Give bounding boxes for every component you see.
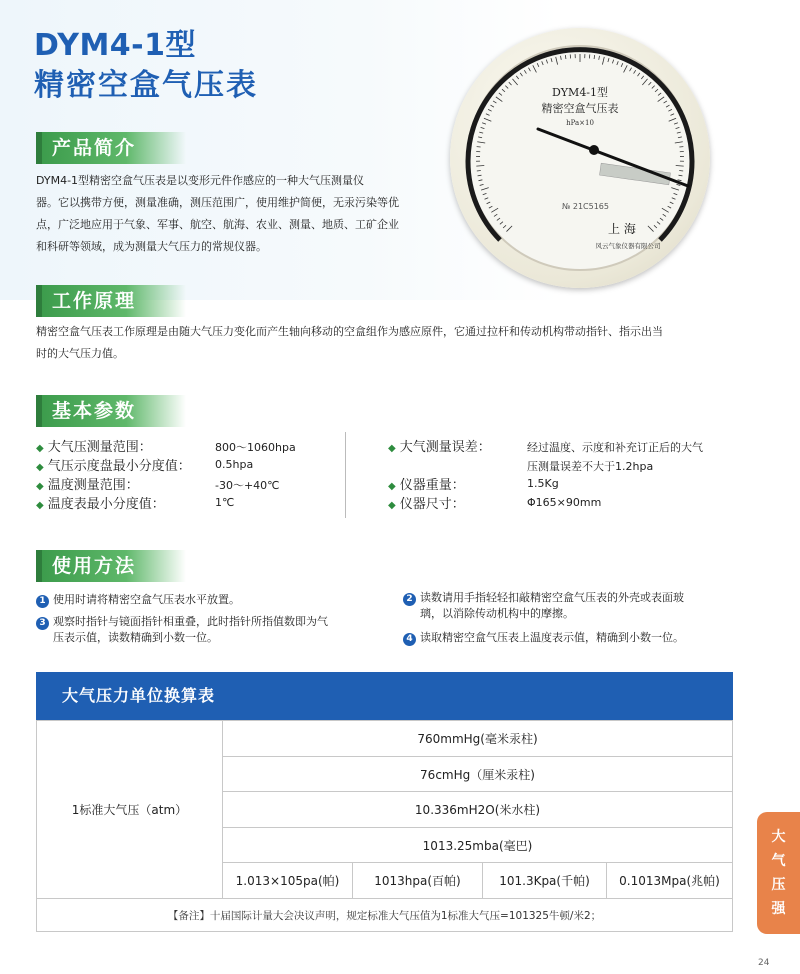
step-number-icon: 4	[403, 633, 416, 646]
param-value: 800～1060hpa	[215, 441, 296, 454]
table-cell: 101.3Kpa(千帕)	[483, 863, 607, 899]
step-number-icon: 3	[36, 617, 49, 630]
param-value: 1.5Kg	[527, 477, 559, 490]
gauge-city: 上 海	[608, 222, 636, 236]
param-value: 0.5hpa	[215, 458, 254, 471]
step-number-icon: 2	[403, 593, 416, 606]
table-cell: 760mmHg(毫米汞柱)	[223, 721, 732, 757]
table-cell: 1013hpa(百帕)	[353, 863, 483, 899]
gauge-unit-text: hPa×10	[566, 119, 594, 127]
table-title: 大气压力单位换算表	[36, 672, 733, 720]
param-item: ◆ 温度表最小分度值：	[36, 497, 165, 512]
param-value: 压测量误差不大于1.2hpa	[527, 460, 654, 473]
principle-heading: 工作原理	[36, 285, 186, 317]
side-category-tab: 大 气 压 强	[757, 812, 800, 934]
param-item: ◆ 仪器重量：	[388, 478, 465, 493]
table-cell: 76cmHg（厘米汞柱)	[223, 757, 732, 792]
params-heading: 基本参数	[36, 395, 186, 427]
param-item: ◆ 仪器尺寸：	[388, 497, 465, 512]
param-item: ◆ 大气压测量范围：	[36, 440, 152, 455]
gauge-name-text: 精密空盒气压表	[541, 102, 619, 115]
dial-tick	[594, 55, 595, 59]
gauge-serial: № 21C5165	[562, 202, 609, 211]
intro-line: 点，广泛地应用于气象、军事、航空、航海、农业、测量、地质、工矿企业	[36, 218, 399, 231]
table-note: 【备注】十届国际计量大会决议声明，规定标准大气压值为1标准大气压=101325牛顿/米2；	[167, 909, 602, 922]
table-row-header: 1标准大气压（atm）	[37, 721, 223, 899]
gauge-hub	[589, 145, 599, 155]
page-number: 24	[758, 958, 770, 968]
principle-text	[36, 321, 756, 365]
param-value: 1℃	[215, 496, 235, 509]
product-name: 精密空盒气压表	[34, 68, 258, 103]
principle-line: 时的大气压力值。	[36, 347, 124, 360]
dial-tick	[477, 171, 481, 172]
usage-item: 1 使用时请将精密空盒气压表水平放置。	[36, 592, 240, 608]
param-item: ◆ 温度测量范围：	[36, 478, 139, 493]
step-number-icon: 1	[36, 595, 49, 608]
table-cell: 0.1013Mpa(兆帕)	[607, 863, 732, 899]
usage-heading: 使用方法	[36, 550, 186, 582]
usage-item: 4 读取精密空盒气压表上温度表示值，精确到小数一位。	[403, 630, 684, 646]
param-value: 经过温度、示度和补充订正后的大气	[527, 441, 703, 454]
intro-line: 器。它以携带方便，测量准确，测压范围广，使用维护简便，无汞污染等优	[36, 196, 399, 209]
intro-heading: 产品简介	[36, 132, 186, 164]
param-item: ◆ 大气测量误差：	[388, 440, 491, 455]
usage-item: 3 观察时指针与镜面指针相重叠，此时指针所指值数即为气 压表示值，读数精确到小数一位。	[36, 614, 328, 645]
barometer-dial	[450, 28, 710, 288]
intro-text	[36, 170, 436, 258]
intro-line: 和科研等领域，成为测量大气压力的常规仪器。	[36, 240, 267, 253]
table-cell: 1.013×105pa(帕)	[223, 863, 353, 899]
dial-tick	[565, 55, 566, 59]
dial-tick	[679, 171, 683, 172]
param-value: -30～+40℃	[215, 479, 280, 492]
usage-item: 2 读数请用手指轻轻扣敲精密空盒气压表的外壳或表面玻 璃，以消除传动机构中的摩擦。	[403, 590, 684, 621]
product-model: DYM4-1型	[34, 28, 196, 63]
principle-line: 精密空盒气压表工作原理是由随大气压力变化而产生轴向移动的空盒组作为感应原件，它通过拉杆和传动机构带动指针、指示出当	[36, 325, 663, 338]
param-item: ◆ 气压示度盘最小分度值：	[36, 459, 191, 474]
params-divider	[345, 432, 346, 518]
table-cell: 10.336mH2O(米水柱)	[223, 792, 732, 828]
param-value: Φ165×90mm	[527, 496, 602, 509]
intro-line: DYM4-1型精密空盒气压表是以变形元件作感应的一种大气压测量仪	[36, 174, 365, 187]
table-cell: 1013.25mba(毫巴)	[223, 828, 732, 863]
gauge-model-text: DYM4-1型	[551, 86, 609, 99]
gauge-maker: 风云气象仪器有限公司	[595, 242, 661, 250]
